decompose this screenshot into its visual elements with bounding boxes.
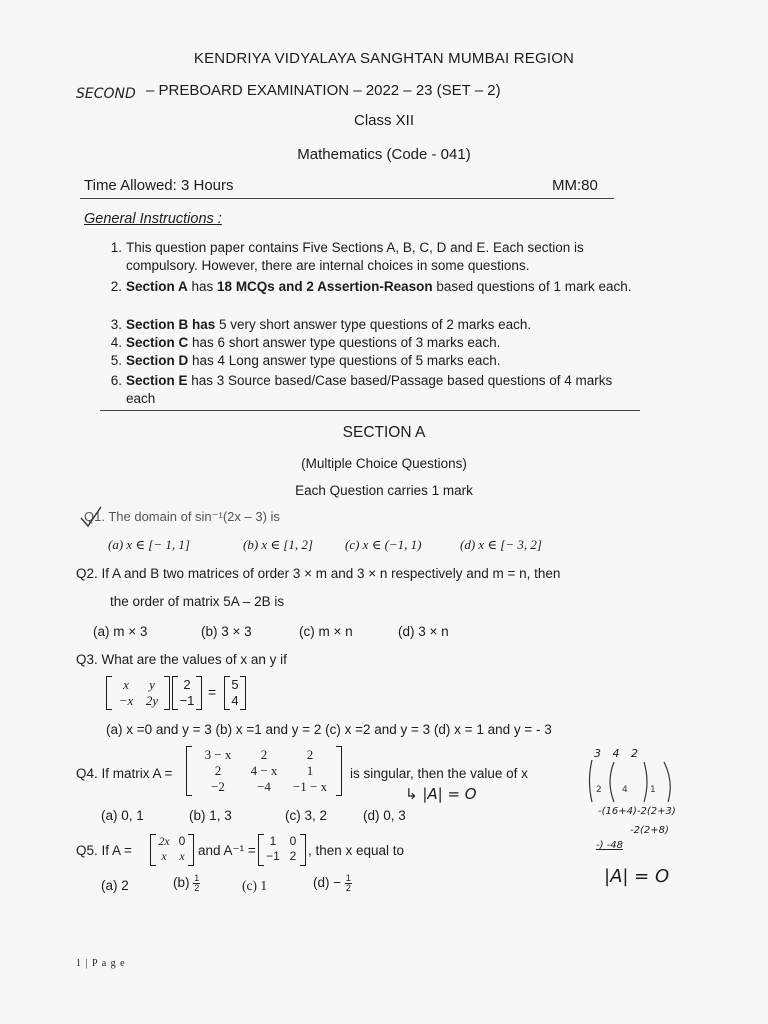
q4-option-c: (c) 3, 2 [285, 808, 328, 823]
q3-options: (a) x =0 and y = 3 (b) x =1 and y = 2 (c) x =2 and y = 3 (d) x = 1 and y = - 3 [106, 722, 552, 737]
q4-prefix: Q4. If matrix A = [76, 766, 173, 781]
q5-suffix: , then x equal to [308, 843, 405, 858]
q4-option-a: (a) 0, 1 [101, 808, 144, 823]
q4-handwritten-note: ↳ |A| = O [405, 785, 477, 803]
q5-prefix: Q5. If A = [76, 843, 132, 858]
q5-option-a: (a) 2 [101, 878, 129, 893]
q5-option-d: (d) − $\frac{1}{2}$ [313, 873, 351, 893]
instructions-rule [100, 410, 640, 411]
q5-option-b: (b) $\frac{1}{2}$ [173, 873, 200, 893]
q4-option-d: (d) 0, 3 [363, 808, 406, 823]
section-subtitle: (Multiple Choice Questions) [301, 456, 467, 471]
svg-text:4: 4 [622, 785, 628, 795]
q3-matrix-xy: x y −x 2y [106, 676, 170, 710]
q5-matrix-inverse: 1 0 −1 2 [258, 834, 306, 866]
class-label: Class XII [353, 112, 414, 129]
q3-stem: Q3. What are the values of x an y if [76, 652, 287, 667]
margin-determinant-sketch [584, 756, 684, 806]
svg-text:2: 2 [596, 785, 602, 795]
svg-text:1: 1 [650, 785, 656, 795]
subject-label: Mathematics (Code - 041) [297, 146, 471, 163]
q2-stem-line1: Q2. If A and B two matrices of order 3 × m and 3 × n respectively and m = n, then [76, 566, 561, 581]
q4-suffix: is singular, then the value of x [350, 766, 528, 781]
org-title: KENDRIYA VIDYALAYA SANGHTAN MUMBAI REGION [193, 50, 575, 67]
margin-note-result: |A| = O [604, 866, 670, 887]
q3-vector-right: 5 4 [224, 676, 246, 710]
q3-vector-left: 2 −1 [172, 676, 202, 710]
q4-matrix: 3 − x 2 2 2 4 − x 1 −2 −4 −1 − x [186, 746, 342, 796]
section-marks-note: Each Question carries 1 mark [295, 483, 473, 498]
exam-title: – PREBOARD EXAMINATION – 2022 – 23 (SET – 2) [146, 82, 501, 99]
q5-mid: and A⁻¹ = [198, 843, 256, 858]
section-title: SECTION A [342, 424, 426, 441]
margin-note-line: -(16+4)-2(2+3) [598, 806, 676, 817]
q5-option-c: (c) 1 [242, 878, 268, 893]
q2-option-a: (a) m × 3 [93, 624, 148, 639]
margin-note-line: -2(2+8) [630, 825, 669, 836]
margin-note-top: 3 4 2 [594, 747, 642, 760]
q1-option-b: (b) x ∈ [1, 2] [243, 537, 313, 552]
instructions-heading: General Instructions : [84, 211, 222, 227]
q1-option-d: (d) x ∈ [− 3, 2] [460, 537, 542, 552]
q3-equals: = [208, 684, 217, 700]
q2-option-d: (d) 3 × n [398, 624, 449, 639]
max-marks: MM:80 [552, 177, 598, 194]
q1-option-c: (c) x ∈ (−1, 1) [345, 537, 422, 552]
q4-option-b: (b) 1, 3 [189, 808, 232, 823]
q1-tick-mark [78, 504, 104, 530]
q2-stem-line2: the order of matrix 5A – 2B is [110, 594, 285, 609]
margin-note-line: -) -48 [596, 840, 624, 851]
handwritten-second: SECOND [76, 86, 136, 102]
q5-matrix-a: 2x 0 x x [150, 834, 194, 866]
q1-option-a: (a) x ∈ [− 1, 1] [108, 537, 190, 552]
q1-stem: Q1. The domain of sin⁻¹(2x – 3) is [84, 509, 280, 524]
time-allowed: Time Allowed: 3 Hours [84, 177, 234, 194]
exam-page: KENDRIYA VIDYALAYA SANGHTAN MUMBAI REGION SECOND – PREBOARD EXAMINATION – 2022 – 23 (SET – 2) Class XII Mathematics (Code - 041) Time Allowed: 3 Hours MM:80 General Instructions : 1. This question paper contains Five Sections A, B, C, D and E. Each section is compulsory. However, there are internal choices in some questions. 2. Section A has 18 MCQs and 2 Assertion-Reason based questions of 1 mark each. 3. Section B has 5 very short answer type questions of 2 marks each. 4. Section C has 6 short answer type questions of 3 marks each. 5. Section D has 4 Long answer type questions of 5 marks each. 6. Section E has 3 Source based/Case based/Passage based questions of 4 marks each SECTION A (Multiple Choice Questions) Each Question carries 1 mark Q1. The domain of sin⁻¹(2x – 3) is (a) x ∈ [− 1, 1] (b) x ∈ [1, 2] (c) x ∈ (−1, 1) (d) x ∈ [− 3, 2] Q2. If A and B two matrices of order 3 × m and 3 × n respectively and m = n, then the order of matrix 5A – 2B is (a) m × 3 (b) 3 × 3 (c) m × n (d) 3 × n Q3. What are the values of x an y if x y −x 2y 2 −1 = 5 4 (a) x =0 and y = 3 (b) x =1 and y = 2 (c) x =2 and y = 3 (d) x = 1 and y = - 3 Q4. If matrix A = 3 − x 2 2 2 4 − x 1 −2 −4 −1 − x is singular, then the value of x ↳ |A| = O (a) 0, 1 (b) 1, 3 (c) 3, 2 (d) 0, 3 Q5. If A = 2x 0 x x and A⁻¹ = 1 0 −1 2 , then x equal to (a) 2 (b) $\frac{1}{2}$ (c) 1 (d) − $\frac{1}{2}$ 3 4 2 2 4 1 -(16+4)-2(2+3) -2(2+8) -) -48 |A| = O 1 | P a g e [0, 0, 768, 1024]
header-rule [80, 198, 614, 199]
q2-option-b: (b) 3 × 3 [201, 624, 252, 639]
page-number: 1 | P a g e [76, 958, 126, 969]
q2-option-c: (c) m × n [299, 624, 353, 639]
